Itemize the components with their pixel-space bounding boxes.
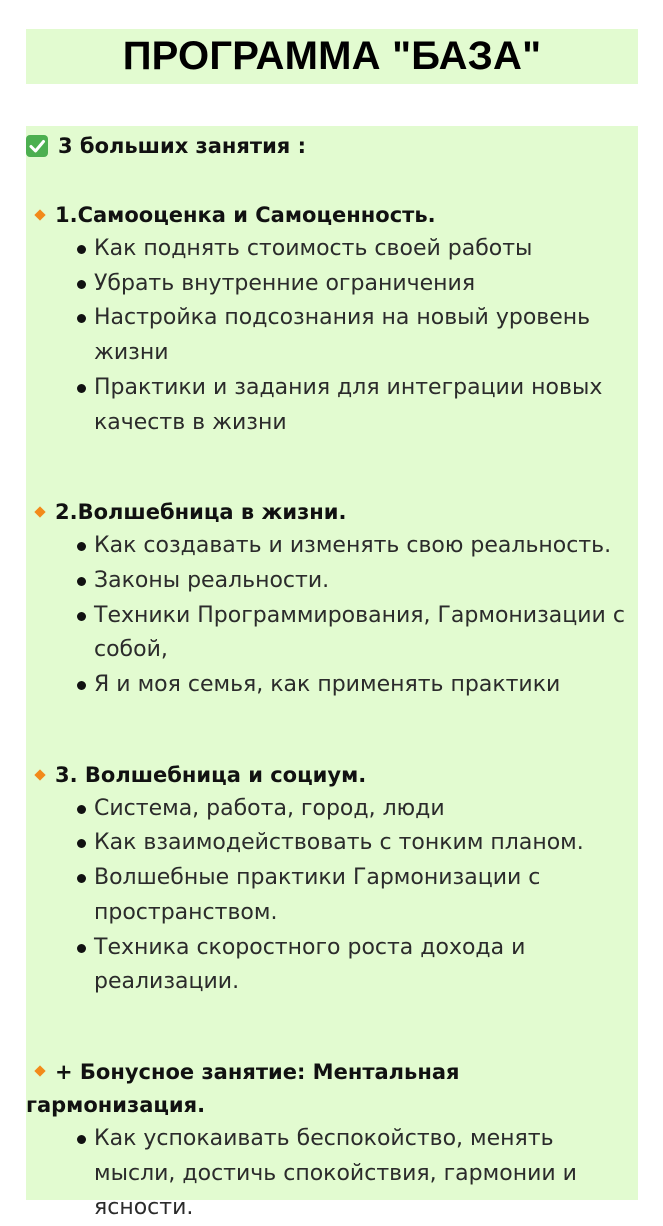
lesson-section <box>26 496 638 703</box>
bullet-icon <box>77 874 86 883</box>
bullet-icon <box>77 577 86 586</box>
bullet-icon <box>77 805 86 814</box>
list-item: Техника скоростного роста дохода и реализации. <box>94 931 638 1000</box>
orange-diamond-icon <box>34 507 45 518</box>
orange-diamond-icon <box>34 209 45 220</box>
list-item: Как взаимодействовать с тонким планом. <box>94 826 638 861</box>
list-item: Законы реальности. <box>94 564 638 599</box>
bullet-icon <box>77 280 86 289</box>
bullet-icon <box>77 384 86 393</box>
bonus-section <box>26 1056 638 1226</box>
lesson-heading: 1.Самооценка и Самоценность. <box>26 199 638 232</box>
intro-text: 3 больших занятия : <box>58 134 306 158</box>
lesson-heading: 3. Волшебница и социум. <box>26 759 638 792</box>
bullet-icon <box>77 314 86 323</box>
bullet-icon <box>77 944 86 953</box>
bullet-icon <box>77 245 86 254</box>
title-banner <box>26 29 638 84</box>
list-item: Убрать внутренние ограничения <box>94 267 638 302</box>
bullet-icon <box>77 612 86 621</box>
orange-diamond-icon <box>34 769 45 780</box>
bonus-heading: + Бонусное занятие: Ментальная гармонизация. <box>26 1059 460 1117</box>
check-mark-icon <box>26 135 48 157</box>
bullet-icon <box>77 542 86 551</box>
lesson-items <box>26 529 638 703</box>
list-item: Как поднять стоимость своей работы <box>94 232 638 267</box>
list-item: Я и моя семья, как применять практики <box>94 668 638 703</box>
bullet-icon <box>77 839 86 848</box>
lesson-items <box>26 232 638 440</box>
list-item: Практики и задания для интеграции новых качеств в жизни <box>94 371 638 440</box>
list-item: Волшебные практики Гармонизации с пространством. <box>94 861 638 930</box>
list-item: Техники Программирования, Гармонизации с собой, <box>94 599 638 668</box>
bullet-icon <box>77 681 86 690</box>
list-item: Как успокаивать беспокойство, менять мысли, достичь спокойствия, гармонии и ясности. <box>94 1122 638 1226</box>
intro-line <box>26 131 638 161</box>
lesson-section <box>26 759 638 1000</box>
list-item: Как создавать и изменять свою реальность. <box>94 529 638 564</box>
list-item: Настройка подсознания на новый уровень жизни <box>94 301 638 370</box>
orange-diamond-icon <box>34 1065 45 1076</box>
lesson-items <box>26 792 638 1000</box>
lesson-heading: 2.Волшебница в жизни. <box>26 496 638 529</box>
page-title: ПРОГРАММА "БАЗА" <box>122 34 542 78</box>
bullet-icon <box>77 1135 86 1144</box>
program-content <box>26 126 638 1221</box>
bonus-items <box>26 1122 638 1226</box>
list-item: Система, работа, город, люди <box>94 792 638 827</box>
lesson-section <box>26 199 638 440</box>
